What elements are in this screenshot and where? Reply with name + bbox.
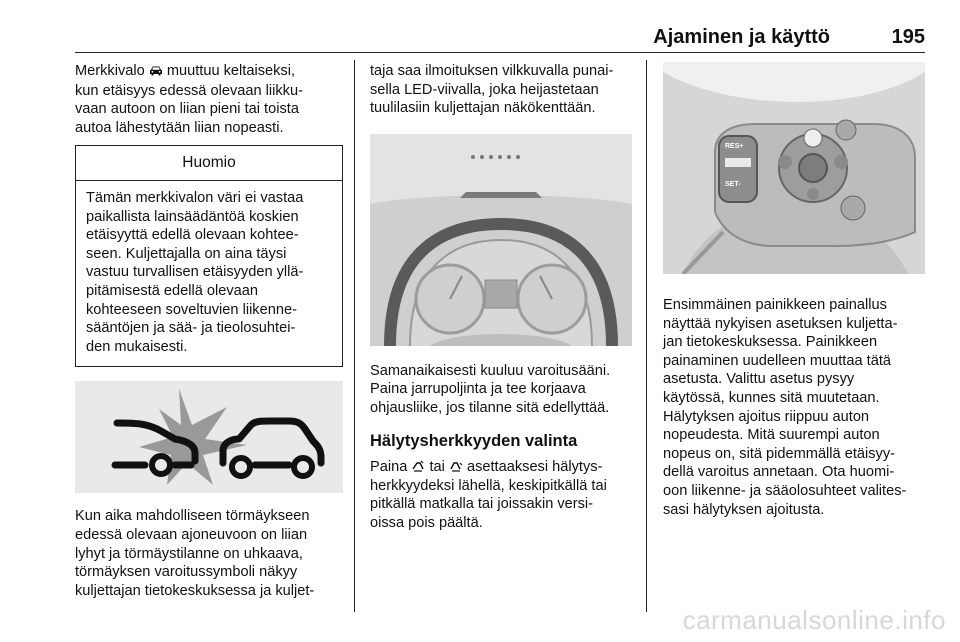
steering-wheel-illustration	[663, 62, 925, 274]
note-title: Huomio	[76, 146, 342, 181]
column-3	[663, 62, 928, 519]
sensitivity-paragraph: Paina tai asettaaksesi hälytys- herkkyydeksi lähellä, keskipitkällä tai pitkällä matkalla tai joissakin versi- oissa pois päältä.	[370, 459, 607, 531]
button-press-paragraph: Ensimmäinen painikkeen painallus näyttää nykyisen asetuksen kuljetta- jan tietokeskuksessa. Painikkeen painaminen uudelleen muuttaa tätä asetusta. Valittu asetus pysyy käytössä, kunnes sitä muutetaan. Hälytyksen ajoitus riippuu auton nopeudesta. Mitä suurempi auton nopeus on, sitä pidemmällä etäisyy- dellä varoitus annetaan. Ota huomi- oon liikenne- ja sääolosuhteet valites- sasi hälytyksen ajoitusta.	[663, 297, 907, 518]
res-label: RES+	[725, 143, 744, 150]
distance-increase-icon	[411, 459, 425, 475]
column-divider	[354, 60, 355, 612]
note-box	[75, 145, 343, 367]
watermark: carmanualsonline.info	[682, 605, 946, 635]
header-rule	[75, 52, 925, 53]
column-divider	[646, 60, 647, 612]
collision-paragraph: Kun aika mahdolliseen törmäykseen edessä olevaan ajoneuvoon on liian lyhyt ja törmäystilanne on uhkaava, törmäyksen varoitussymboli näkyy kuljettajan tietokeskuksessa ja kuljet-	[75, 508, 315, 599]
page-header	[75, 14, 925, 54]
distance-decrease-icon	[449, 459, 463, 475]
page-number: 195	[891, 26, 925, 48]
intro-paragraph: Merkkivalo muuttuu keltaiseksi, kun etäisyys edessä olevaan liikku- vaan autoon on liian pieni tai toista autoa lähestytään liian nopeasti.	[75, 63, 303, 136]
column-2	[370, 62, 632, 533]
car-front-icon	[149, 64, 163, 79]
led-paragraph: taja saa ilmoituksen vilkkuvalla punai- sella LED-viivalla, joka heijastetaan tuulilasiin kuljettajan näkökenttään.	[370, 63, 614, 117]
dashboard-illustration	[370, 134, 632, 346]
warning-sound-paragraph: Samanaikaisesti kuuluu varoitusääni. Paina jarrupoljinta ja tee korjaava ohjausliike, jos tilanne sitä edellyttää.	[370, 362, 611, 416]
collision-warning-illustration	[75, 381, 343, 493]
page-title: Ajaminen ja käyttö	[653, 26, 830, 48]
sensitivity-heading: Hälytysherkkyyden valinta	[370, 431, 578, 450]
column-1	[75, 62, 343, 600]
set-label: SET-	[725, 181, 741, 188]
note-text: Tämän merkkivalon väri ei vastaa paikallista lainsäädäntöä koskien etäisyyttä edellä olevaan kohtee- seen. Kuljettajalla on aina täysi vastuu turvallisen etäisyyden yllä- pitämisestä edellä olevaan kohteeseen soveltuvien liikenne- sääntöjen ja sää- ja tieolosuhtei- den mukaisesti.	[86, 189, 304, 355]
